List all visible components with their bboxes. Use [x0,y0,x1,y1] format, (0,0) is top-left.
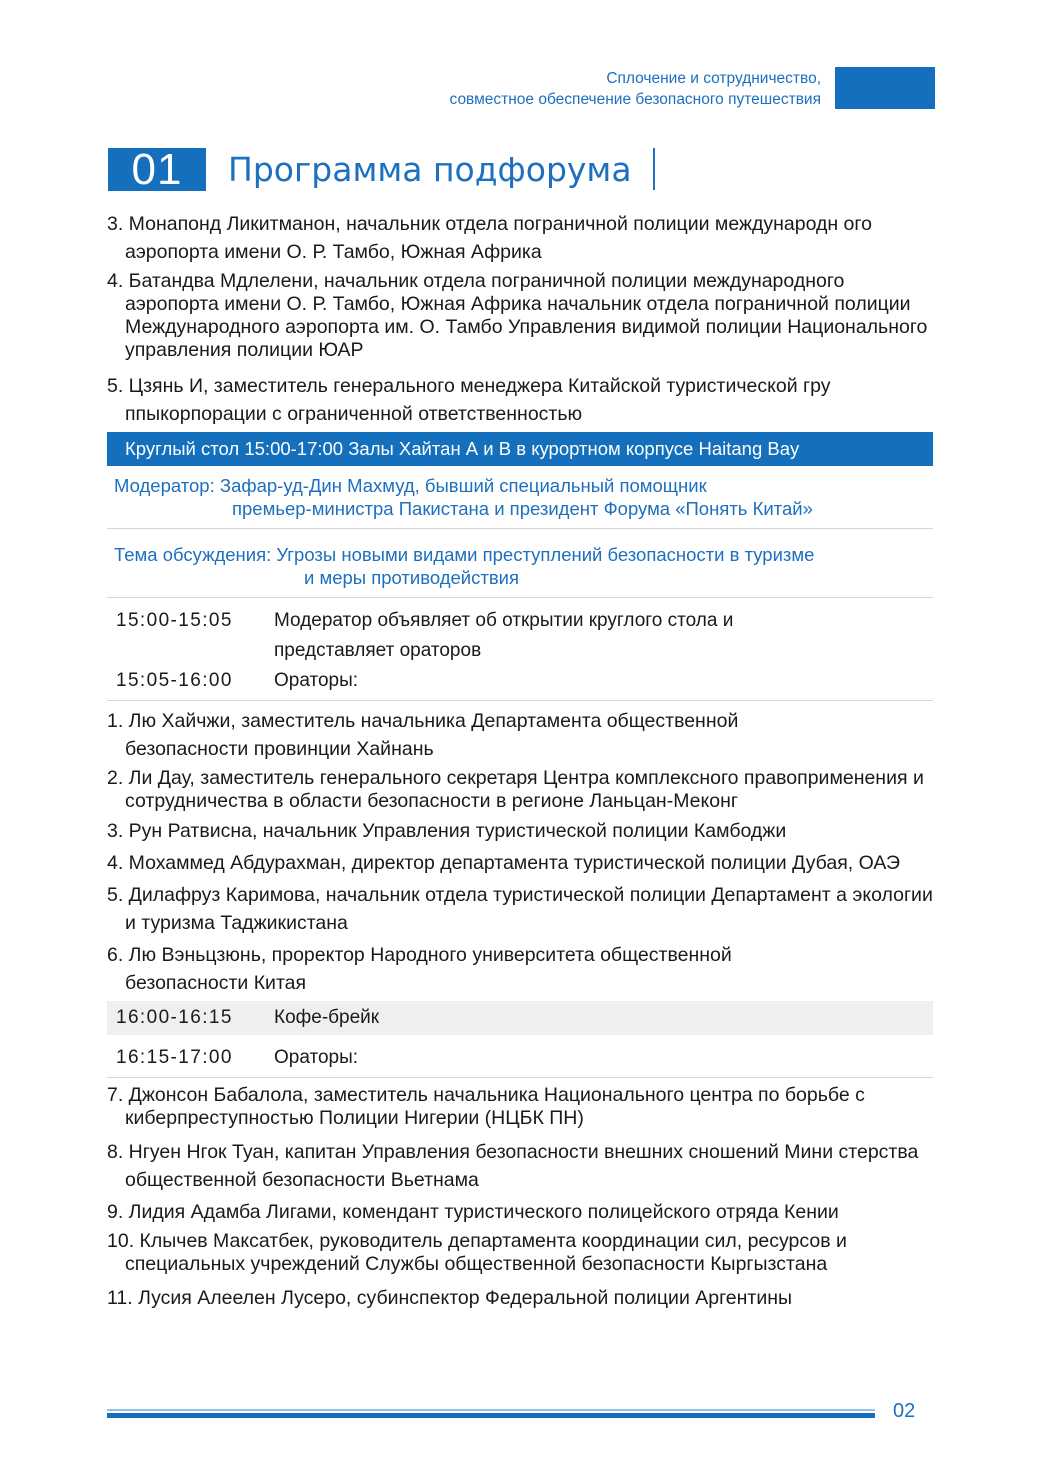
speaker-item: 1. Лю Хайчжи, заместитель начальника Департамента общественной безопасности провинции Хайнань [107,710,739,760]
page-number: 02 [893,1400,916,1422]
title-divider [653,148,655,190]
speaker-item: 8. Нгуен Нгок Туан, капитан Управления безопасности внешних сношений Мини стерства общественной безопасности Вьетнама [107,1141,919,1191]
topic-line2: и меры противодействия [304,567,520,588]
schedule-row [107,666,933,696]
moderator-line2: премьер-министра Пакистана и президент Форума «Понять Китай» [232,498,813,519]
schedule-row [107,606,933,666]
speaker-item: 10. Клычев Максатбек, руководитель департамента координации сил, ресурсов и специальных учреждений Службы общественной безопасности Кыргызстана [107,1230,847,1275]
moderator-info [107,466,933,529]
roundtable-banner: Круглый стол 15:00-17:00 Залы Хайтан А и В в курортном корпусе Haitang Bay [107,432,933,466]
header-slogan [450,68,821,110]
schedule-time: 15:00-15:05 [116,610,233,631]
schedule-desc: Кофе-брейк [274,1007,380,1028]
schedule-time: 16:00-16:15 [116,1007,233,1028]
section-title: Программа подфорума [228,150,632,189]
speaker-item: 5. Цзянь И, заместитель генерального менеджера Китайской туристической гру ппыкорпорации с ограниченной ответственностью [107,375,831,425]
speaker-item: 5. Дилафруз Каримова, начальник отдела туристической полиции Департамент а экологии и туризма Таджикистана [107,884,933,934]
divider [107,700,933,701]
divider [107,1077,933,1078]
topic-info [107,529,933,598]
header-slogan-line1: Сплочение и сотрудничество, [606,70,821,87]
topic-label: Тема обсуждения: [114,544,272,565]
moderator-line1: Зафар-уд-Дин Махмуд, бывший специальный помощник [219,475,707,496]
schedule-row-break [107,1001,933,1035]
speaker-item: 4. Мохаммед Абдурахман, директор департамента туристической полиции Дубая, ОАЭ [107,852,900,874]
section-number: 01 [108,148,206,191]
schedule-time: 15:05-16:00 [116,670,233,691]
topic-line1: Угрозы новыми видами преступлений безопасности в туризме [276,544,815,565]
schedule-time: 16:15-17:00 [116,1047,233,1068]
speaker-item: 11. Лусия Алеелен Лусеро, субинспектор Федеральной полиции Аргентины [107,1287,793,1309]
schedule-desc: Ораторы: [274,670,359,691]
footer-line-thin [107,1409,875,1411]
speaker-item: 9. Лидия Адамба Лигами, комендант туристического полицейского отряда Кении [107,1201,839,1223]
speaker-item: 2. Ли Дау, заместитель генерального секретаря Центра комплексного правоприменения и сотрудничества в области безопасности в регионе Ланьцан-Меконг [107,767,924,812]
footer-line-thick [107,1413,875,1418]
speaker-item: 3. Рун Ратвисна, начальник Управления туристической полиции Камбоджи [107,820,787,842]
speaker-item: 3. Монапонд Ликитманон, начальник отдела пограничной полиции международн ого аэропорта имени О. Р. Тамбо, Южная Африка [107,213,872,263]
schedule-row [107,1043,933,1073]
program-content [107,210,933,1316]
header-slogan-line2: совместное обеспечение безопасного путешествия [449,91,821,108]
speaker-item: 4. Батандва Мдлелени, начальник отдела пограничной полиции международного аэропорта имени О. Р. Тамбо, Южная Африка начальник отдела пограничной полиции Международного аэропорта им. О. Тамбо Управления видимой полиции Национального управления полиции ЮАР [107,270,928,361]
moderator-label: Модератор: [114,475,215,496]
schedule-desc: Модератор объявляет об открытии круглого стола и представляет ораторов [274,610,734,661]
header-accent-block [835,67,935,109]
schedule-desc: Ораторы: [274,1047,359,1068]
speaker-item: 6. Лю Вэньцзюнь, проректор Народного университета общественной безопасности Китая [107,944,732,994]
speaker-item: 7. Джонсон Бабалола, заместитель начальника Национального центра по борьбе с киберпреступностью Полиции Нигерии (НЦБК ПН) [107,1084,865,1129]
